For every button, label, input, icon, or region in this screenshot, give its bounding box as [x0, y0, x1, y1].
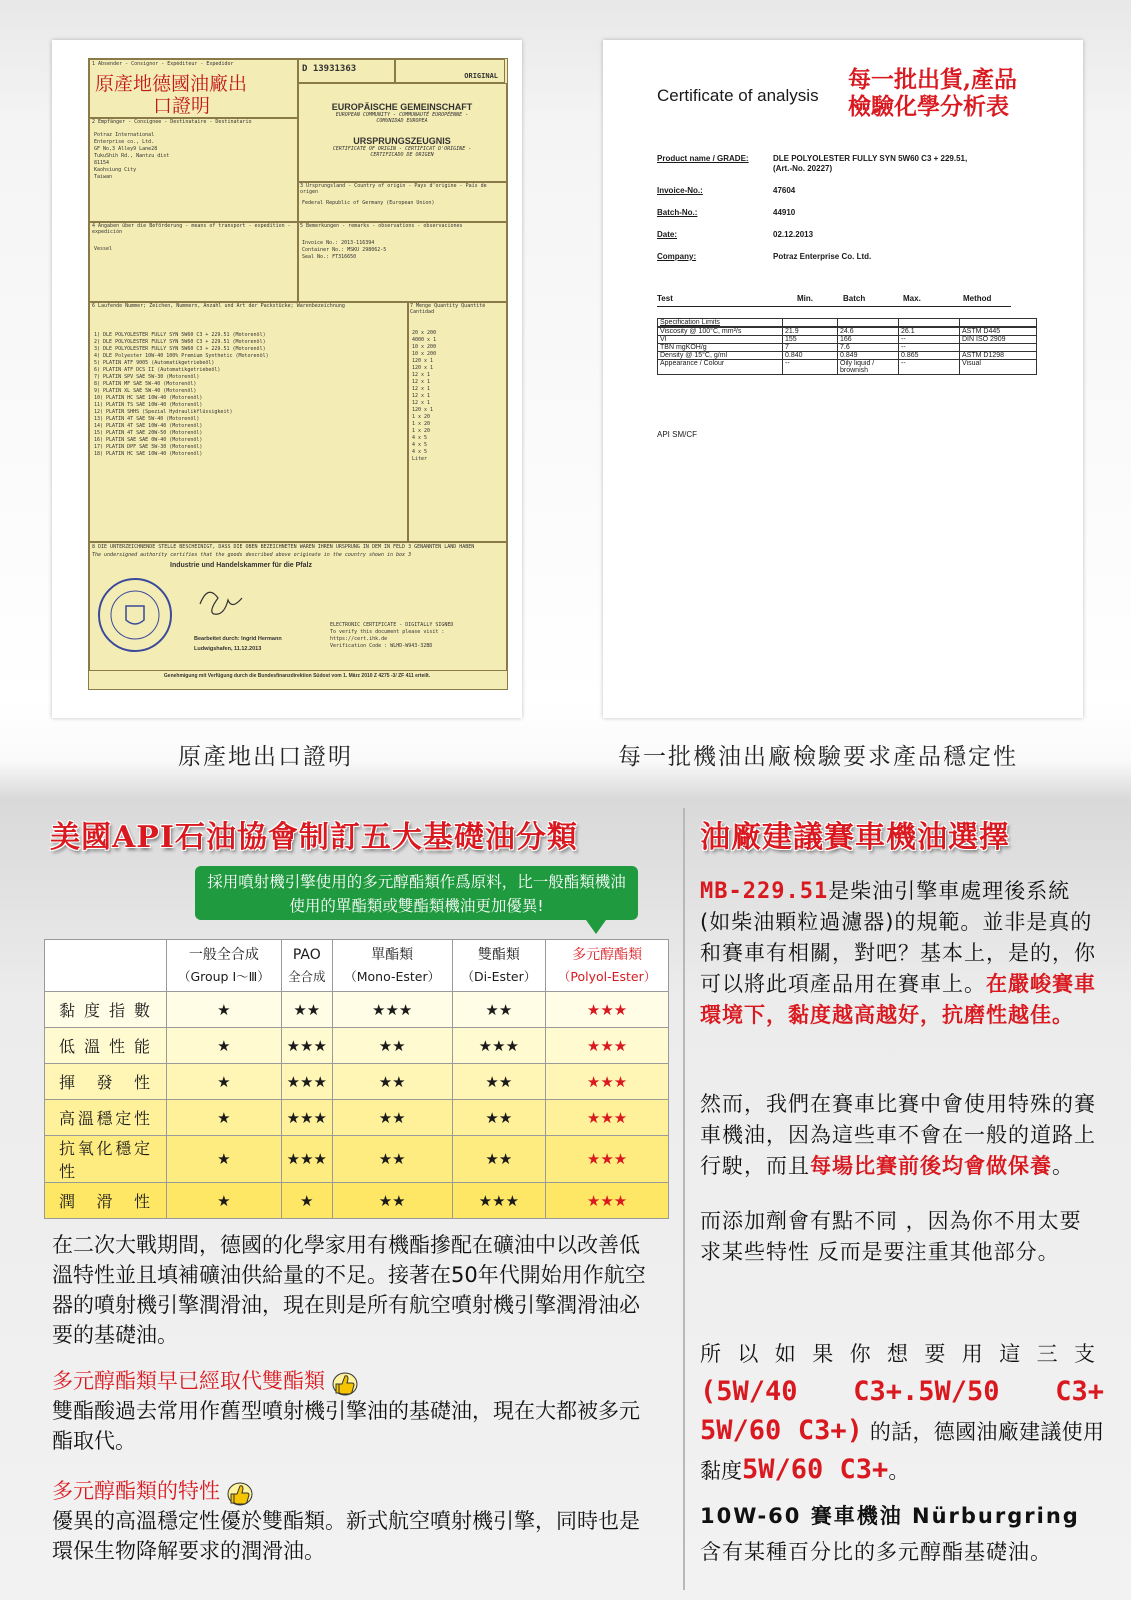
subheading-features: [52, 1476, 657, 1506]
quantity-line: 4 x 5: [412, 435, 428, 441]
date-value: 02.12.2013: [773, 230, 814, 239]
goods-line: 1) DLE POLYOLESTER FULLY SYN 5W60 C3 + 229.51 (Motorenöl): [94, 332, 266, 338]
consignee-address: [90, 126, 298, 187]
quantity-line: 4 x 5: [412, 442, 428, 448]
row-label: 揮發性: [45, 1064, 167, 1100]
certificate-footer: Genehmigung mit Verfügung durch die Bundesfinanzdirektion Südost vom 1. März 2010 Z 4275 -3/ ZF 411 erteilt.: [163, 673, 431, 679]
goods-label: 6 Laufende Nummer; Zeichen, Nummern, Anzahl und Art der Packstücke; Warenbezeichnung: [92, 303, 345, 309]
quantity-box: [407, 301, 507, 543]
spec-empty-cell: [838, 319, 899, 327]
quantity-line: 12 x 1: [412, 386, 431, 392]
spec-empty-cell: [899, 319, 960, 327]
star-rating: ★: [167, 1100, 282, 1136]
goods-list: [90, 310, 408, 458]
header-line1: PAO: [292, 946, 321, 963]
star-rating: ★★★: [546, 1100, 669, 1136]
consignee-line: Potraz International: [94, 132, 155, 138]
analysis-method: ASTM D445: [960, 328, 1037, 336]
base-oil-comparison-table: [44, 939, 669, 1219]
star-rating: ★★: [452, 1064, 546, 1100]
nurburgring-paragraph: [700, 1498, 1104, 1570]
star-rating: ★★★: [546, 992, 669, 1028]
star-rating: ★: [167, 1183, 282, 1219]
goods-line: 4) DLE Polyester 10W-40 100% Premium Synthetic (Motorenöl): [94, 353, 269, 359]
analysis-method: Visual: [960, 360, 1037, 375]
remarks-lines: [298, 230, 506, 271]
analysis-min: --: [783, 360, 838, 375]
recommendation-end: 。: [888, 1459, 910, 1483]
thumbs-up-icon: [227, 1478, 253, 1506]
analysis-batch: 24.6: [838, 328, 899, 336]
star-rating: ★★★: [546, 1028, 669, 1064]
certify-english: The undersigned authority certifies that the goods described above originate in the country shown in box 3: [92, 552, 412, 558]
goods-box: [89, 301, 409, 543]
quantity-line: 12 x 1: [412, 400, 431, 406]
remarks-line: Container No.: MSKU 298062-5: [302, 247, 387, 253]
col-test: Test: [657, 294, 673, 303]
analysis-min: 21.9: [783, 328, 838, 336]
remarks-box: [297, 221, 507, 303]
mb-spec-text: 是柴油引擎車處理後系統(如柴油顆粒過濾器)的規範。並非是真的和賽車有相關，對吧？基本上，是的，你可以將此項產品用在賽車上。: [700, 879, 1096, 996]
quantity-label: 7 Menge Quantity Quantité Cantidad: [410, 303, 486, 315]
star-rating: ★★: [281, 992, 332, 1028]
racing-oil-text: 然而，我們在賽車比賽中會使用特殊的賽車機油，因為這些車不會在一般的道路上行駛，而且: [700, 1092, 1096, 1178]
remarks-label: 5 Bemerkungen - remarks - observations - observaciones: [300, 223, 463, 229]
country-label: 3 Ursprungsland - Country of origin - Pays d'origine - País de origen: [300, 183, 487, 195]
company-label: Company:: [657, 252, 697, 261]
consignee-line: Enterprise co., Ltd.: [94, 139, 155, 145]
analysis-test: Density @ 15°C, g/ml: [658, 352, 783, 360]
star-rating: ★★: [452, 992, 546, 1028]
analysis-test: Appearance / Colour: [658, 360, 783, 375]
ursprung-sub2: CERTIFICADO DE ORIGEN: [370, 152, 434, 158]
goods-line: 8) PLATIN MF SAE 5W-40 (Motorenöl): [94, 381, 197, 387]
row-label: 低溫性能: [45, 1028, 167, 1064]
star-rating: ★★★: [452, 1183, 546, 1219]
racing-oil-paragraph: [700, 1089, 1100, 1182]
quantity-list: [408, 316, 506, 463]
goods-line: 17) PLATIN DPF SAE 5W-30 (Motorenöl): [94, 444, 203, 450]
remarks-line: Seal No.: FT316650: [302, 254, 357, 260]
features-paragraph: 優異的高溫穩定性優於雙酯類。新式航空噴射機引擎，同時也是環保生物降解要求的潤滑油。: [52, 1509, 640, 1563]
community-line2: EUROPEAN COMMUNITY - COMMUNAUTÉ EUROPÉENNE -: [335, 112, 469, 118]
analysis-row: [658, 344, 1037, 352]
table-header-cell: [167, 940, 282, 992]
analysis-title-zh-line1: 每一批出貨,產品: [848, 66, 1018, 93]
chamber-name: Industrie und Handelskammer für die Pfalz: [170, 562, 312, 569]
col-method: Method: [963, 294, 992, 303]
spec-limits-row: [658, 319, 1037, 327]
invoice-value: 47604: [773, 186, 796, 195]
quantity-line: 12 x 1: [412, 372, 431, 378]
goods-line: 6) PLATIN ATF DCS II (Automatikgetriebeöl): [94, 367, 221, 373]
goods-line: 11) PLATIN TS SAE 10W-40 (Motorenöl): [94, 402, 203, 408]
analysis-min: 155: [783, 336, 838, 344]
row-label: 抗氧化穩定性: [45, 1136, 167, 1183]
column-divider: [683, 808, 685, 1590]
quantity-line: 120 x 1: [412, 407, 434, 413]
ursprung-sub1: CERTIFICATE OF ORIGIN - CERTIFICAT D'ORIGINE -: [332, 146, 472, 152]
transport-label: 4 Angaben über die Beförderung - means of transport - expedition - expedición: [92, 223, 291, 235]
goods-line: 18) PLATIN HC SAE 10W-40 (Motorenöl): [94, 451, 203, 457]
goods-line: 9) PLATIN XL SAE 5W-40 (Motorenöl): [94, 388, 197, 394]
row-label: 潤滑性: [45, 1183, 167, 1219]
analysis-batch: 7.6: [838, 344, 899, 352]
analysis-method: ASTM D1298: [960, 352, 1037, 360]
analysis-test: TBN mgKOH/g: [658, 344, 783, 352]
quantity-line: 10 x 200: [412, 344, 437, 350]
invoice-label: Invoice-No.:: [657, 186, 703, 195]
star-rating: ★★: [332, 1100, 452, 1136]
subheading-replace: [52, 1366, 657, 1396]
analysis-title-zh-line2: 檢驗化學分析表: [848, 93, 1009, 120]
star-rating: ★: [167, 992, 282, 1028]
recommendation-text2: 的話，德國油廠建議使用黏度: [700, 1420, 1104, 1483]
processed-by: Bearbeitet durch: Ingrid Hermann: [194, 636, 282, 642]
table-row: [45, 992, 669, 1028]
electronic-line: To verify this document please visit :: [330, 629, 445, 635]
quantity-line: 20 x 200: [412, 330, 437, 336]
quantity-line: 120 x 1: [412, 358, 434, 364]
analysis-column-header: [657, 294, 1011, 307]
chamber-seal-icon: [96, 576, 174, 654]
col-min: Min.: [797, 294, 813, 303]
analysis-max: --: [899, 336, 960, 344]
header-line1: 一般全合成: [188, 946, 259, 963]
star-rating: ★★★: [332, 992, 452, 1028]
mb-spec-paragraph: [700, 876, 1100, 1031]
star-rating: ★★★: [281, 1028, 332, 1064]
consignee-label: 2 Empfänger - Consignee - Destinataire - Destinatario: [92, 119, 252, 125]
table-header-cell: [281, 940, 332, 992]
analysis-batch: 166: [838, 336, 899, 344]
product-name-label: Product name / GRADE:: [657, 154, 749, 163]
subheading-features-text: 多元醇酯類的特性: [52, 1479, 220, 1503]
heading-right: 油廠建議賽車機油選擇: [700, 820, 1010, 855]
table-header-cell: [452, 940, 546, 992]
heading-left: 美國API石油協會制訂五大基礎油分類: [50, 820, 578, 855]
signature-icon: [190, 582, 250, 622]
analysis-max: 26.1: [899, 328, 960, 336]
consignee-box: [89, 117, 299, 223]
goods-line: 10) PLATIN HC SAE 10W-40 (Motorenöl): [94, 395, 203, 401]
callout-bubble: 採用噴射機引擎使用的多元醇酯類作爲原料，比一般酯類機油使用的單酯類或雙酯類機油更加優異!: [195, 866, 638, 920]
star-rating: ★★: [332, 1136, 452, 1183]
community-title: EUROPÄISCHE GEMEINSCHAFT: [331, 102, 473, 112]
nurburgring-title: 10W-60 賽車機油 Nürburgring: [700, 1504, 1080, 1528]
analysis-row: [658, 328, 1037, 336]
company-value: Potraz Enterprise Co. Ltd.: [773, 252, 872, 261]
additive-paragraph: 而添加劑會有點不同 ，因為你不用太要求某些特性 反而是要注重其他部分。: [700, 1209, 1082, 1264]
goods-line: 14) PLATIN 4T SAE 10W-40 (Motorenöl): [94, 423, 203, 429]
goods-line: 12) PLATIN SHHS (Spezial Hydraulikflüssigkeit): [94, 409, 233, 415]
table-row: [45, 1136, 669, 1183]
star-rating: ★: [167, 1136, 282, 1183]
batch-label: Batch-No.:: [657, 208, 698, 217]
electronic-certificate: [330, 622, 453, 650]
star-rating: ★★★: [546, 1064, 669, 1100]
quantity-line: 1 x 20: [412, 421, 431, 427]
quantity-line: 120 x 1: [412, 365, 434, 371]
analysis-row: [658, 360, 1037, 375]
star-rating: ★★★: [281, 1100, 332, 1136]
original-label: ORIGINAL: [395, 59, 505, 83]
history-paragraph: 在二次大戰期間，德國的化學家用有機酯摻配在礦油中以改善低溫特性並且填補礦油供給量的不足。接著在50年代開始用作航空器的噴射機引擎潤滑油，現在則是所有航空噴射機引擎潤滑油必要的基礎油。: [52, 1233, 646, 1347]
analysis-max: --: [899, 344, 960, 352]
recommendation-paragraph: [700, 1336, 1104, 1490]
caption-right: 每一批機油出廠檢驗要求產品穩定性: [618, 744, 1018, 770]
star-rating: ★: [281, 1183, 332, 1219]
star-rating: ★★★: [281, 1064, 332, 1100]
subheading-replace-text: 多元醇酯類早已經取代雙酯類: [52, 1369, 325, 1393]
star-rating: ★★: [452, 1136, 546, 1183]
star-rating: ★★★: [546, 1136, 669, 1183]
ursprung-title: URSPRUNGSZEUGNIS: [353, 136, 451, 146]
certification-box: [89, 541, 507, 671]
red-overlay-line2: 口證明: [153, 95, 211, 117]
analysis-method: [960, 344, 1037, 352]
goods-line: 15) PLATIN 4T SAE 20W-50 (Motorenöl): [94, 430, 203, 436]
spec-limits-label: Specification Limits: [658, 319, 783, 327]
racing-oil-end: 。: [1052, 1154, 1074, 1178]
analysis-batch: Oily liquid / brownish: [838, 360, 899, 375]
goods-line: 7) PLATIN SPV SAE 5W-30 (Motorenöl): [94, 374, 200, 380]
certificate-of-origin-image: [52, 40, 522, 718]
certify-label: 8 DIE UNTERZEICHNENDE STELLE BESCHEINIGT, DASS DIE OBEN BEZEICHNETEN WAREN IHREN URSPRUNG IN DEM IN FELD 3 GENANNTEN LAND HABEN: [92, 544, 475, 550]
header-line2: （Di-Ester）: [461, 968, 537, 984]
col-batch: Batch: [843, 294, 866, 303]
header-line2: 全合成: [288, 968, 326, 984]
quantity-line: 1 x 20: [412, 414, 431, 420]
goods-line: 3) DLE POLYOLESTER FULLY SYN 5W60 C3 + 229.51 (Motorenöl): [94, 346, 266, 352]
analysis-test: VI: [658, 336, 783, 344]
star-rating: ★★★: [452, 1028, 546, 1064]
quantity-line: 12 x 1: [412, 379, 431, 385]
header-line2: （Polyol-Ester）: [557, 968, 657, 984]
star-rating: ★★: [332, 1183, 452, 1219]
doc-number: D 13931363: [297, 59, 395, 83]
replace-paragraph: 雙酯酸過去常用作舊型噴射機引擎油的基礎油，現在大都被多元酯取代。: [52, 1399, 640, 1453]
analysis-min: 7: [783, 344, 838, 352]
racing-oil-highlight: 每場比賽前後均會做保養: [810, 1154, 1052, 1178]
country-value: Federal Republic of Germany (European Union): [302, 200, 435, 206]
quantity-line: 4 x 5: [412, 449, 428, 455]
nurburgring-text: 含有某種百分比的多元醇酯基礎油。: [700, 1540, 1052, 1564]
consignee-line: TukuShih Rd., Nantzu dist: [94, 153, 170, 159]
spec-empty-cell: [783, 319, 838, 327]
goods-line: 5) PLATIN ATF 9005 (Automatikgetriebeöl): [94, 360, 215, 366]
table-header-cell: [332, 940, 452, 992]
certificate-of-analysis-image: [603, 40, 1083, 718]
star-rating: ★: [167, 1064, 282, 1100]
analysis-max: 0.865: [899, 352, 960, 360]
star-rating: ★★★: [281, 1136, 332, 1183]
row-label: 黏度指數: [45, 992, 167, 1028]
recommendation-text: 所以如果你想要用這三支: [700, 1342, 1104, 1366]
table-corner-cell: [45, 940, 167, 992]
goods-line: 13) PLATIN 4T SAE 5W-40 (Motorenöl): [94, 416, 200, 422]
analysis-row: [658, 352, 1037, 360]
header-line1: 雙酯類: [477, 946, 520, 963]
analysis-min: 0.840: [783, 352, 838, 360]
thumbs-up-icon: [332, 1368, 358, 1396]
quantity-line: 10 x 200: [412, 351, 437, 357]
batch-value: 44910: [773, 208, 796, 217]
certificate-form: [88, 58, 508, 690]
remarks-line: Invoice No.: 2013-116394: [302, 240, 375, 246]
header-line1: 單酯類: [371, 946, 414, 963]
table-row: [45, 1183, 669, 1219]
table-row: [45, 1028, 669, 1064]
recommended-grade: 5W/60 C3+: [742, 1454, 889, 1485]
star-rating: ★★: [332, 1064, 452, 1100]
header-line1: 多元醇酯類: [572, 946, 643, 963]
star-rating: ★: [167, 1028, 282, 1064]
product-name-value: DLE POLYOLESTER FULLY SYN 5W60 C3 + 229.51,: [773, 154, 968, 163]
quantity-line: 12 x 1: [412, 393, 431, 399]
quantity-line: 1 x 20: [412, 428, 431, 434]
analysis-row: [658, 336, 1037, 344]
row-label: 高溫穩定性: [45, 1100, 167, 1136]
header-line2: （Group Ⅰ～Ⅲ）: [177, 968, 270, 984]
country-box: [297, 181, 507, 223]
table-header-cell: [546, 940, 669, 992]
analysis-batch: 0.849: [838, 352, 899, 360]
goods-line: 2) DLE POLYOLESTER FULLY SYN 5W60 C3 + 229.51 (Motorenöl): [94, 339, 266, 345]
electronic-line: https://cert.ihk.de: [330, 636, 388, 642]
analysis-max: --: [899, 360, 960, 375]
header-line2: （Mono-Ester）: [344, 968, 441, 984]
electronic-line: ELECTRONIC CERTIFICATE - DIGITALLY SIGNED: [330, 622, 454, 628]
consignee-line: Taiwan: [94, 174, 113, 180]
star-rating: ★★★: [546, 1183, 669, 1219]
analysis-title-zh: [848, 66, 1017, 120]
analysis-method: DIN ISO 2909: [960, 336, 1037, 344]
transport-value: Vessel: [94, 246, 113, 252]
star-rating: ★★: [452, 1100, 546, 1136]
product-art-no: (Art.-No. 20227): [773, 164, 833, 173]
mb-spec-code: MB-229.51: [700, 879, 829, 904]
quantity-line: Liter: [412, 456, 428, 462]
community-line3: COMUNIDAD EUROPEA: [376, 118, 428, 124]
analysis-table: [657, 318, 1037, 375]
api-rating: API SM/CF: [657, 430, 698, 439]
place-date: Ludwigshafen, 11.12.2013: [194, 646, 262, 652]
star-rating: ★★: [332, 1028, 452, 1064]
caption-left: 原產地出口證明: [178, 744, 353, 770]
consignee-line: 81154: [94, 160, 110, 166]
electronic-line: Verification Code : WLHD-W943-32BD: [330, 643, 433, 649]
goods-line: 16) PLATIN SAE SAE 0W-40 (Motorenöl): [94, 437, 203, 443]
table-row: [45, 1100, 669, 1136]
spec-empty-cell: [960, 319, 1037, 327]
exporter-label: 1 Absender - Consignor - Expéditeur - Expedidor: [92, 61, 234, 67]
community-box: [297, 83, 507, 183]
recommendation-grades: (5W/40 C3+.5W/50 C3+ 5W/60 C3+): [700, 1376, 1104, 1446]
quantity-line: 4000 x 1: [412, 337, 437, 343]
analysis-title-en: Certificate of analysis: [657, 86, 819, 105]
mb-spec-highlight: 在嚴峻賽車環境下，黏度越高越好，抗磨性越佳。: [700, 972, 1096, 1027]
table-header-row: [45, 940, 669, 992]
transport-box: [89, 221, 299, 303]
date-label: Date:: [657, 230, 678, 239]
consignee-line: Kaohsiung City: [94, 167, 137, 173]
col-max: Max.: [903, 294, 921, 303]
analysis-test: Viscosity @ 100°C, mm²/s: [658, 328, 783, 336]
red-overlay-line1: 原產地德國油廠出: [95, 73, 248, 95]
table-row: [45, 1064, 669, 1100]
consignee-line: GF No,3 Alley9 Lane28: [94, 146, 158, 152]
